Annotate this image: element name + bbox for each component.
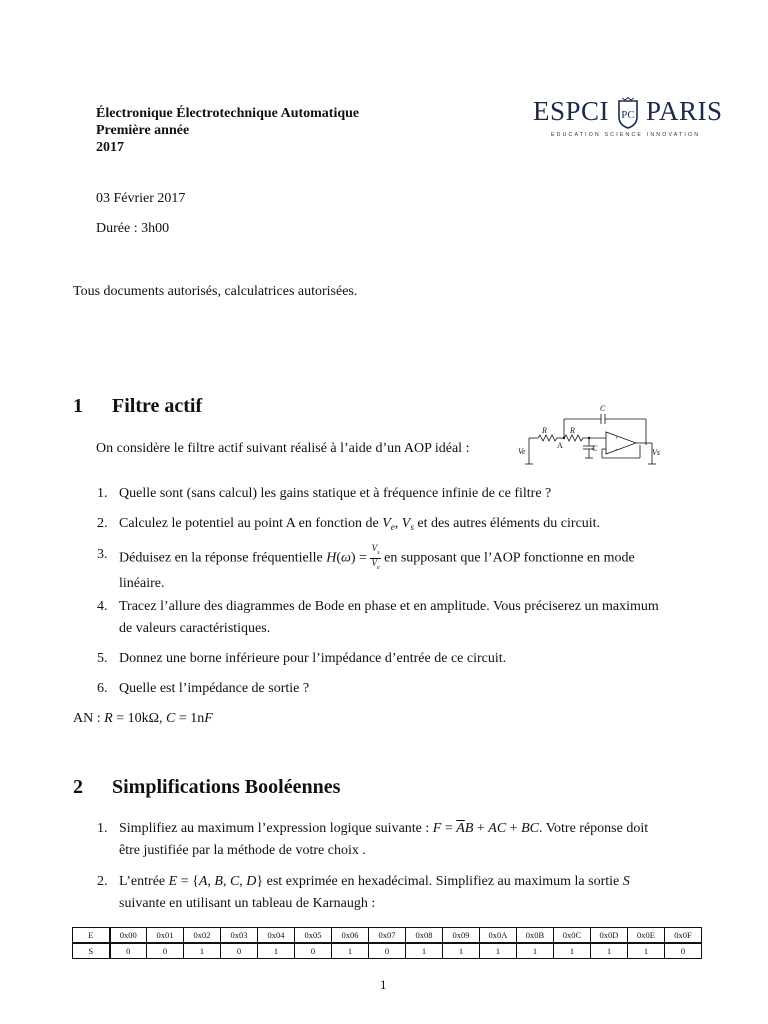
question-text-line2: de valeurs caractéristiques.: [119, 621, 271, 636]
label-ve: Ve: [518, 447, 526, 456]
question-text-pre: L’entrée: [119, 874, 169, 889]
section-2-title: Simplifications Booléennes: [112, 776, 341, 798]
question-text: Tracez l’allure des diagrammes de Bode en phase et en amplitude. Vous préciserez un maximum: [119, 599, 659, 614]
question-number: 2.: [97, 516, 108, 531]
table-cell: 0x0D: [591, 928, 628, 944]
question-number: 1.: [97, 486, 108, 501]
section-1-title: Filtre actif: [112, 395, 203, 417]
table-cell: 0x0F: [665, 928, 702, 944]
question-number: 4.: [97, 599, 108, 614]
exam-date: 03 Février 2017: [96, 191, 186, 206]
table-cell: 0: [147, 943, 184, 959]
question-text-post: . Votre réponse doit: [538, 821, 649, 836]
table-cell: 0x07: [369, 928, 406, 944]
question-number: 5.: [97, 651, 108, 666]
table-cell: 0: [369, 943, 406, 959]
table-cell: 0x0E: [628, 928, 665, 944]
documents-notice: Tous documents autorisés, calculatrices autorisées.: [73, 284, 358, 299]
table-row-e: [73, 928, 702, 944]
label-c-bottom: C: [592, 444, 598, 453]
table-cell: 0x0A: [480, 928, 517, 944]
table-cell: 0x06: [332, 928, 369, 944]
table-cell: 1: [184, 943, 221, 959]
table-cell: 1: [554, 943, 591, 959]
question-text-line2: linéaire.: [119, 575, 165, 591]
table-cell: 0x0C: [554, 928, 591, 944]
table-cell: 1: [480, 943, 517, 959]
question-1-2: 2. Calculez le potentiel au point A en fonction de $V_e$, $V_s$ et des autres éléments du circuit.: [119, 513, 729, 538]
table-cell: 0: [665, 943, 702, 959]
vs-over-ve-fraction: $\frac{V_s}{V_e}$: [371, 543, 380, 571]
question-text-mid: est exprimée en hexadécimal. Simplifiez au maximum la sortie: [263, 874, 623, 889]
table-cell: 1: [591, 943, 628, 959]
logo-monogram: PC: [621, 109, 635, 121]
question-number: 1.: [97, 821, 108, 836]
label-vs: Vs: [652, 448, 660, 457]
question-text-line2: être justifiée par la méthode de votre choix .: [119, 843, 366, 858]
label-r1: R: [542, 426, 547, 435]
svg-text:+: +: [615, 436, 619, 442]
table-cell: 1: [517, 943, 554, 959]
year-level: Première année: [96, 123, 190, 138]
section-1-number: 1: [73, 395, 83, 417]
question-number: 3.: [97, 547, 108, 562]
label-node-a: A: [557, 441, 563, 450]
question-2-2: 2. L’entrée E = {A, B, C, D} est exprimée en hexadécimal. Simplifiez au maximum la sortie S suivante en utilisant un tableau de Karnaugh :: [119, 871, 699, 915]
table-cell: 0x0B: [517, 928, 554, 944]
table-cell: 0x00: [110, 928, 147, 944]
question-text-post: et des autres éléments du circuit.: [413, 516, 601, 531]
table-cell: 0x08: [406, 928, 443, 944]
table-cell: 0: [295, 943, 332, 959]
table-cell: 0x05: [295, 928, 332, 944]
question-text-pre: Simplifiez au maximum l’expression logique suivante :: [119, 821, 433, 836]
numerical-application: AN : R = 10kΩ, C = 1nF: [73, 711, 213, 726]
table-head-e: E: [73, 928, 110, 944]
table-cell: 1: [443, 943, 480, 959]
svg-text:−: −: [615, 447, 619, 453]
exam-duration: Durée : 3h00: [96, 221, 170, 236]
table-cell: 1: [258, 943, 295, 959]
table-cell: 0x01: [147, 928, 184, 944]
logo-left-text: ESPCI: [533, 96, 610, 126]
table-cell: 0x09: [443, 928, 480, 944]
table-cell: 0: [221, 943, 258, 959]
an-prefix: AN :: [73, 711, 105, 726]
table-cell: 0x04: [258, 928, 295, 944]
logo-right-text: PARIS: [646, 96, 723, 126]
page-number: 1: [380, 977, 387, 992]
logo-tagline: EDUCATION SCIENCE INNOVATION: [551, 132, 701, 138]
question-text-pre: Calculez le potentiel au point A en fonction de: [119, 516, 383, 531]
truth-table: [72, 927, 702, 959]
question-number: 2.: [97, 874, 108, 889]
label-r2: R: [570, 426, 575, 435]
section-1-intro: On considère le filtre actif suivant réalisé à l’aide d’un AOP idéal :: [96, 441, 470, 456]
course-title: Électronique Électrotechnique Automatique: [96, 106, 360, 121]
table-cell: 1: [406, 943, 443, 959]
section-2-number: 2: [73, 776, 83, 798]
question-text-line2: suivante en utilisant un tableau de Karnaugh :: [119, 896, 376, 911]
question-text: Quelle est l’impédance de sortie ?: [119, 681, 310, 696]
table-cell: 1: [628, 943, 665, 959]
table-row-s: [73, 943, 702, 959]
question-text: Donnez une borne inférieure pour l’impédance d’entrée de ce circuit.: [119, 651, 507, 666]
table-cell: 0x02: [184, 928, 221, 944]
table-cell: 0: [110, 943, 147, 959]
question-2-1: 1. Simplifiez au maximum l’expression logique suivante : $F = \overline{A}B$ + AC + BC. Votre réponse doit être justifiée par la méthode de votre choix .: [119, 818, 699, 862]
question-text-pre: Déduisez en la réponse fréquentielle: [119, 550, 327, 566]
question-text: Quelle sont (sans calcul) les gains statique et à fréquence infinie de ce filtre ?: [119, 486, 552, 501]
label-c-top: C: [600, 404, 606, 413]
table-cell: 1: [332, 943, 369, 959]
table-head-s: S: [73, 943, 110, 959]
question-1-3: 3. Déduisez en la réponse fréquentielle H(ω) = $\frac{V_s}{V_e}$ en supposant que l’AOP fonctionne en mode linéaire.: [97, 543, 635, 591]
question-number: 6.: [97, 681, 108, 696]
table-cell: 0x03: [221, 928, 258, 944]
exam-year: 2017: [96, 140, 124, 155]
question-text-post: en supposant que l’AOP fonctionne en mode: [380, 550, 635, 566]
